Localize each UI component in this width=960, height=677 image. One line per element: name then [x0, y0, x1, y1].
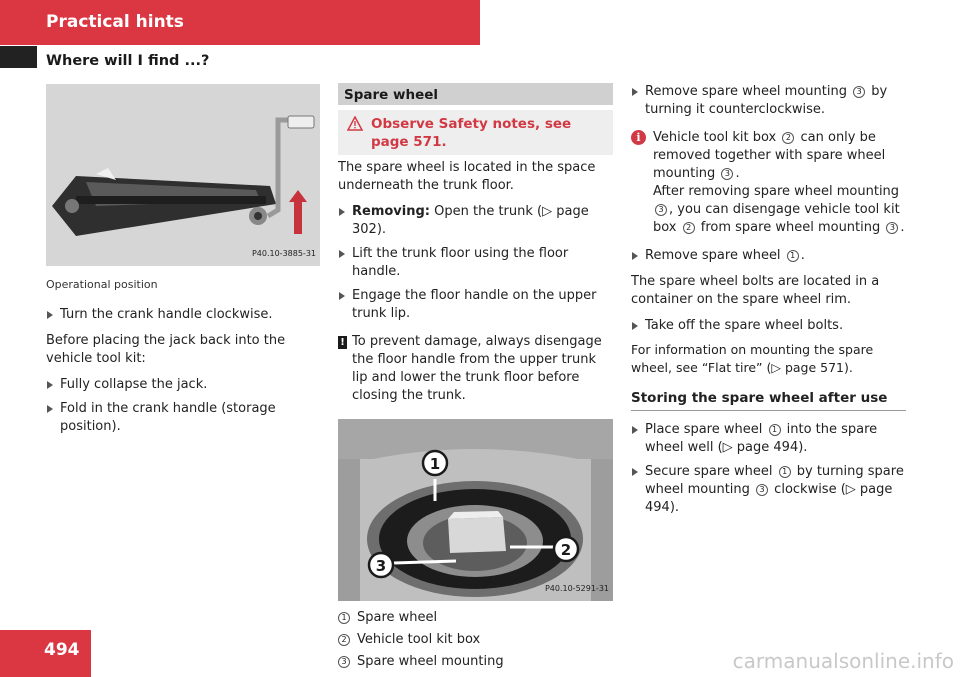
spare-wheel-figure [338, 419, 613, 601]
instruction-step: Turn the crank handle clockwise. [46, 306, 320, 324]
caution-icon: ! [338, 336, 347, 349]
paragraph-text: For information on mounting the spare wheel, see “Flat tire” ( [631, 342, 874, 375]
paragraph [631, 341, 906, 377]
callout-2: 2 [560, 541, 572, 559]
page-ref-icon: ▷ [845, 482, 856, 497]
column-removal [631, 83, 906, 517]
warning-triangle-icon [347, 116, 363, 131]
sub-heading: Storing the spare wheel after use [631, 389, 906, 411]
instruction-step: Take off the spare wheel bolts. [631, 317, 906, 335]
step-text: by turning it counterclockwise. [645, 84, 888, 117]
instruction-step: Lift the trunk floor using the floor handle. [338, 245, 613, 281]
info-note [631, 129, 906, 237]
step-text: page 494). [732, 440, 808, 455]
instruction-step: Fold in the crank handle (storage position). [46, 400, 320, 436]
jack-illustration [46, 84, 320, 266]
figure-code: P40.10-5291-31 [544, 584, 609, 593]
legend-label: Spare wheel [357, 610, 438, 625]
paragraph: The spare wheel is located in the space underneath the trunk floor. [338, 160, 596, 193]
ref-number: 1 [787, 250, 799, 262]
info-icon: i [631, 130, 646, 145]
step-text: Place spare wheel [645, 422, 767, 437]
column-spare-wheel [338, 83, 613, 671]
warning-text: Observe Safety notes, see page 571. [371, 116, 572, 150]
ref-number: 3 [721, 168, 733, 180]
step-text: page 494). [645, 482, 893, 515]
ref-number: 2 [683, 222, 695, 234]
figure-caption: Operational position [46, 278, 158, 291]
step-text: Remove spare wheel mounting [645, 84, 852, 99]
section-title: Practical hints [46, 12, 184, 32]
section-heading: Spare wheel [338, 83, 613, 105]
callout-1: 1 [429, 455, 441, 473]
info-text: from spare wheel mounting [696, 220, 885, 235]
ref-number: 3 [655, 204, 667, 216]
paragraph: The spare wheel bolts are located in a container on the spare wheel rim. [631, 274, 880, 307]
legend-label: Spare wheel mounting [357, 654, 504, 669]
step-text: Remove spare wheel [645, 248, 785, 263]
page-ref-icon: ▷ [542, 204, 553, 219]
spare-wheel-illustration [338, 419, 613, 601]
caution-text: To prevent damage, always disengage the floor handle from the upper trunk lip and lower the trunk floor before closing the trunk. [352, 334, 602, 403]
step-text: . [800, 248, 805, 263]
paragraph-text: page 571). [780, 360, 853, 375]
step-text: clockwise ( [770, 482, 846, 497]
instruction-step [631, 247, 906, 265]
legend-item [338, 609, 613, 627]
legend-number: 3 [338, 656, 350, 668]
step-text: by turning spare wheel mounting [645, 464, 904, 497]
info-text: . [900, 220, 905, 235]
info-text: Vehicle tool kit box [653, 130, 781, 145]
instruction-step [631, 421, 906, 457]
step-label: Removing: [352, 204, 430, 219]
paragraph: Before placing the jack back into the vehicle tool kit: [46, 333, 286, 366]
instruction-step: Engage the floor handle on the upper trunk lip. [338, 287, 613, 323]
page-ref: page 302). [352, 204, 589, 237]
ref-number: 1 [779, 466, 791, 478]
instruction-step: Fully collapse the jack. [46, 376, 320, 394]
section-tab-marker [0, 46, 37, 68]
page-subtitle: Where will I find ...? [46, 53, 210, 69]
ref-number: 3 [756, 484, 768, 496]
legend-number: 1 [338, 612, 350, 624]
page-number: 494 [44, 640, 80, 660]
watermark: carmanualsonline.info [732, 649, 954, 673]
page-ref-icon: ▷ [771, 360, 781, 375]
caution-note [338, 333, 613, 405]
ref-number: 1 [769, 424, 781, 436]
instruction-step [631, 463, 906, 517]
column-jack [46, 84, 320, 436]
info-text: After removing spare wheel mounting [653, 184, 900, 199]
legend-number: 2 [338, 634, 350, 646]
ref-number: 3 [853, 86, 865, 98]
info-text: can only be removed together with spare wheel mounting [653, 130, 886, 181]
ref-number: 2 [782, 132, 794, 144]
info-text: . [735, 166, 740, 181]
instruction-step [338, 203, 613, 239]
warning-box [338, 110, 613, 155]
callout-3: 3 [375, 557, 387, 575]
legend-label: Vehicle tool kit box [357, 632, 481, 647]
step-text: Open the trunk ( [430, 204, 543, 219]
jack-figure [46, 84, 320, 266]
ref-number: 3 [886, 222, 898, 234]
legend-item [338, 653, 613, 671]
step-text: into the spare wheel well ( [645, 422, 878, 455]
figure-code: P40.10-3885-31 [251, 249, 316, 258]
info-text: , you can disengage vehicle tool kit box [653, 202, 900, 235]
step-text: Secure spare wheel [645, 464, 777, 479]
page-ref-icon: ▷ [722, 440, 733, 455]
instruction-step [631, 83, 906, 119]
legend-item [338, 631, 613, 649]
